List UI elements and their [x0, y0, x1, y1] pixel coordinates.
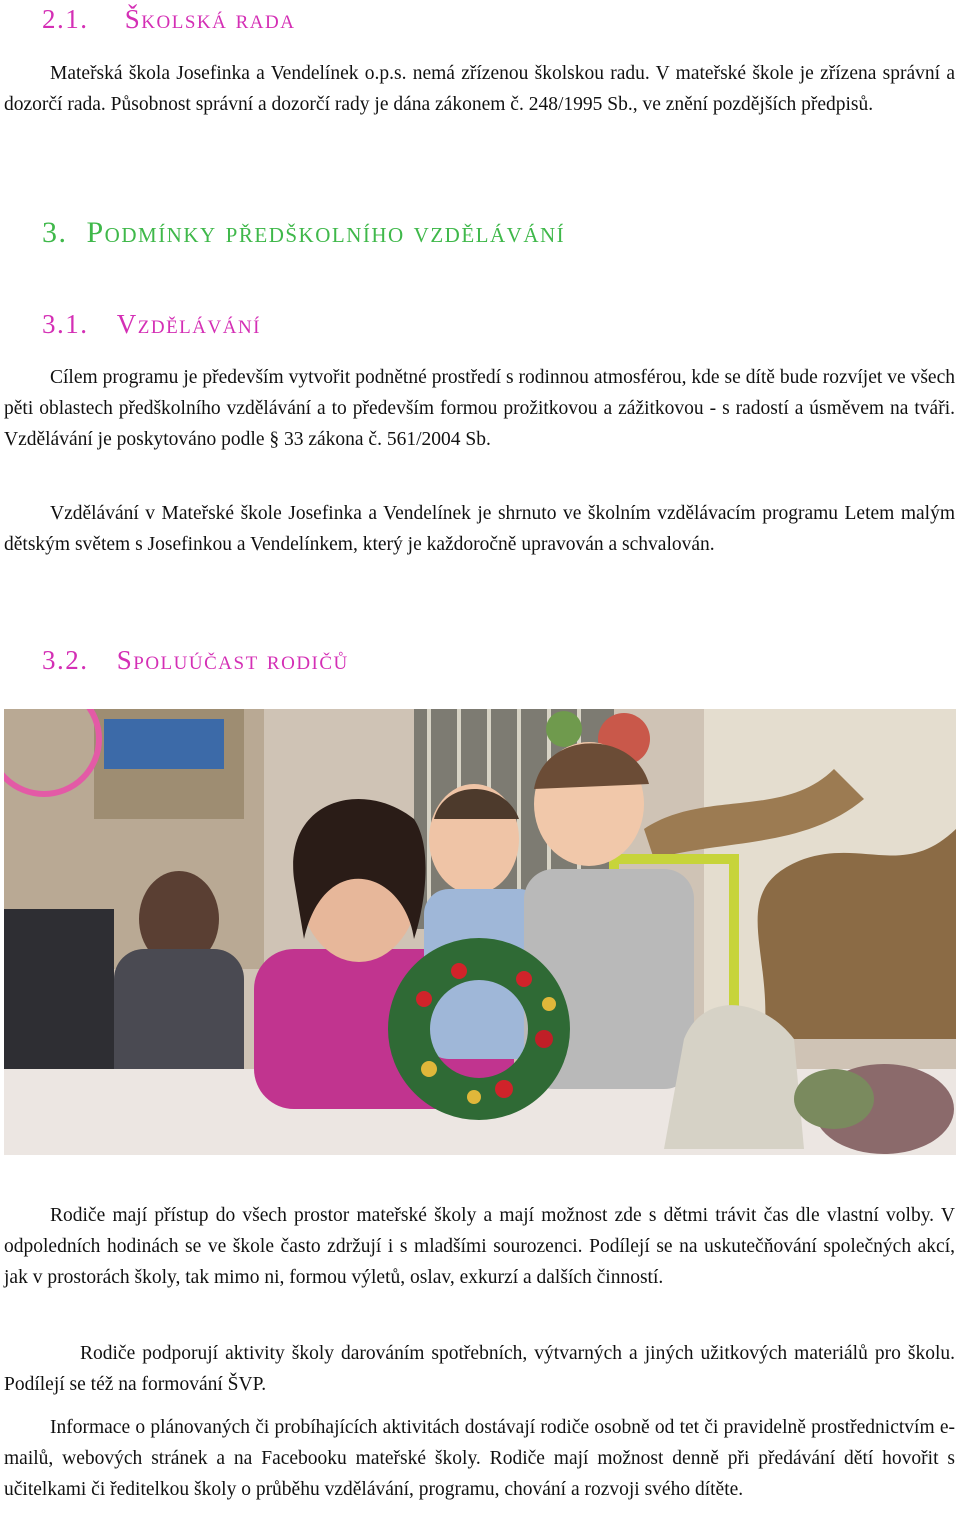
section-title: Školská rada [124, 4, 296, 34]
section-heading-2-1 [42, 4, 295, 35]
section-title: Spoluúčast rodičů [116, 645, 349, 675]
paragraph-vzdelavani-2: Vzdělávání v Mateřské škole Josefinka a Vendelínek je shrnuto ve školním vzdělávacím programu Letem malým dětským světem s Josefinkou a Vendelínkem, který je každoročně upravován a schvalován. [4, 503, 955, 555]
section-heading-3-1 [42, 309, 261, 340]
section-number: 3.2. [42, 645, 89, 675]
paragraph-rodice-2: Rodiče podporují aktivity školy darováním spotřebních, výtvarných a jiných užitkových materiálů pro školu. Podílejí se též na formování ŠVP. [4, 1343, 955, 1395]
section-heading-3-2 [42, 645, 349, 676]
section-number: 3.1. [42, 309, 89, 339]
paragraph-vzdelavani-1: Cílem programu je především vytvořit podnětné prostředí s rodinnou atmosférou, kde se dítě bude rozvíjet ve všech pěti oblastech předškolního vzdělávání a to především formou prožitkovou a zážitkovou - s radostí a úsměvem na tváři. Vzdělávání je poskytováno podle § 33 zákona č. 561/2004 Sb. [4, 367, 955, 450]
paragraph-skolska-rada: Mateřská škola Josefinka a Vendelínek o.p.s. nemá zřízenou školskou radu. V mateřské škole je zřízena správní a dozorčí rada. Působnost správní a dozorčí rady je dána zákonem č. 248/1995 Sb., ve znění pozdějších předpisů. [4, 63, 955, 115]
section-title: Vzdělávání [116, 309, 261, 339]
photo-parents-children-wreath [4, 709, 956, 1155]
chapter-title: Podmínky předškolního vzdělávání [86, 216, 566, 249]
chapter-heading-3 [42, 216, 565, 250]
paragraph-rodice-3: Informace o plánovaných či probíhajících aktivitách dostávají rodiče osobně od tet či pravidelně prostřednictvím e-mailů, webových stránek a na Facebooku mateřské školy. Rodiče mají možnost denně při předávání dětí hovořit s učitelkami či ředitelkou školy o průběhu vzdělávání, programu, chování a rozvoji svého dítěte. [4, 1417, 955, 1500]
paragraph-rodice-1: Rodiče mají přístup do všech prostor mateřské školy a mají možnost zde s dětmi trávit čas dle vlastní volby. V odpoledních hodinách se ve škole často zdržují i s mladšími sourozenci. Podílejí se na uskutečňování společných akcí, jak v prostorách školy, tak mimo ni, formou výletů, oslav, exkurzí a dalších činností. [4, 1205, 955, 1288]
section-number: 2.1. [42, 4, 89, 34]
chapter-number: 3. [42, 216, 68, 249]
